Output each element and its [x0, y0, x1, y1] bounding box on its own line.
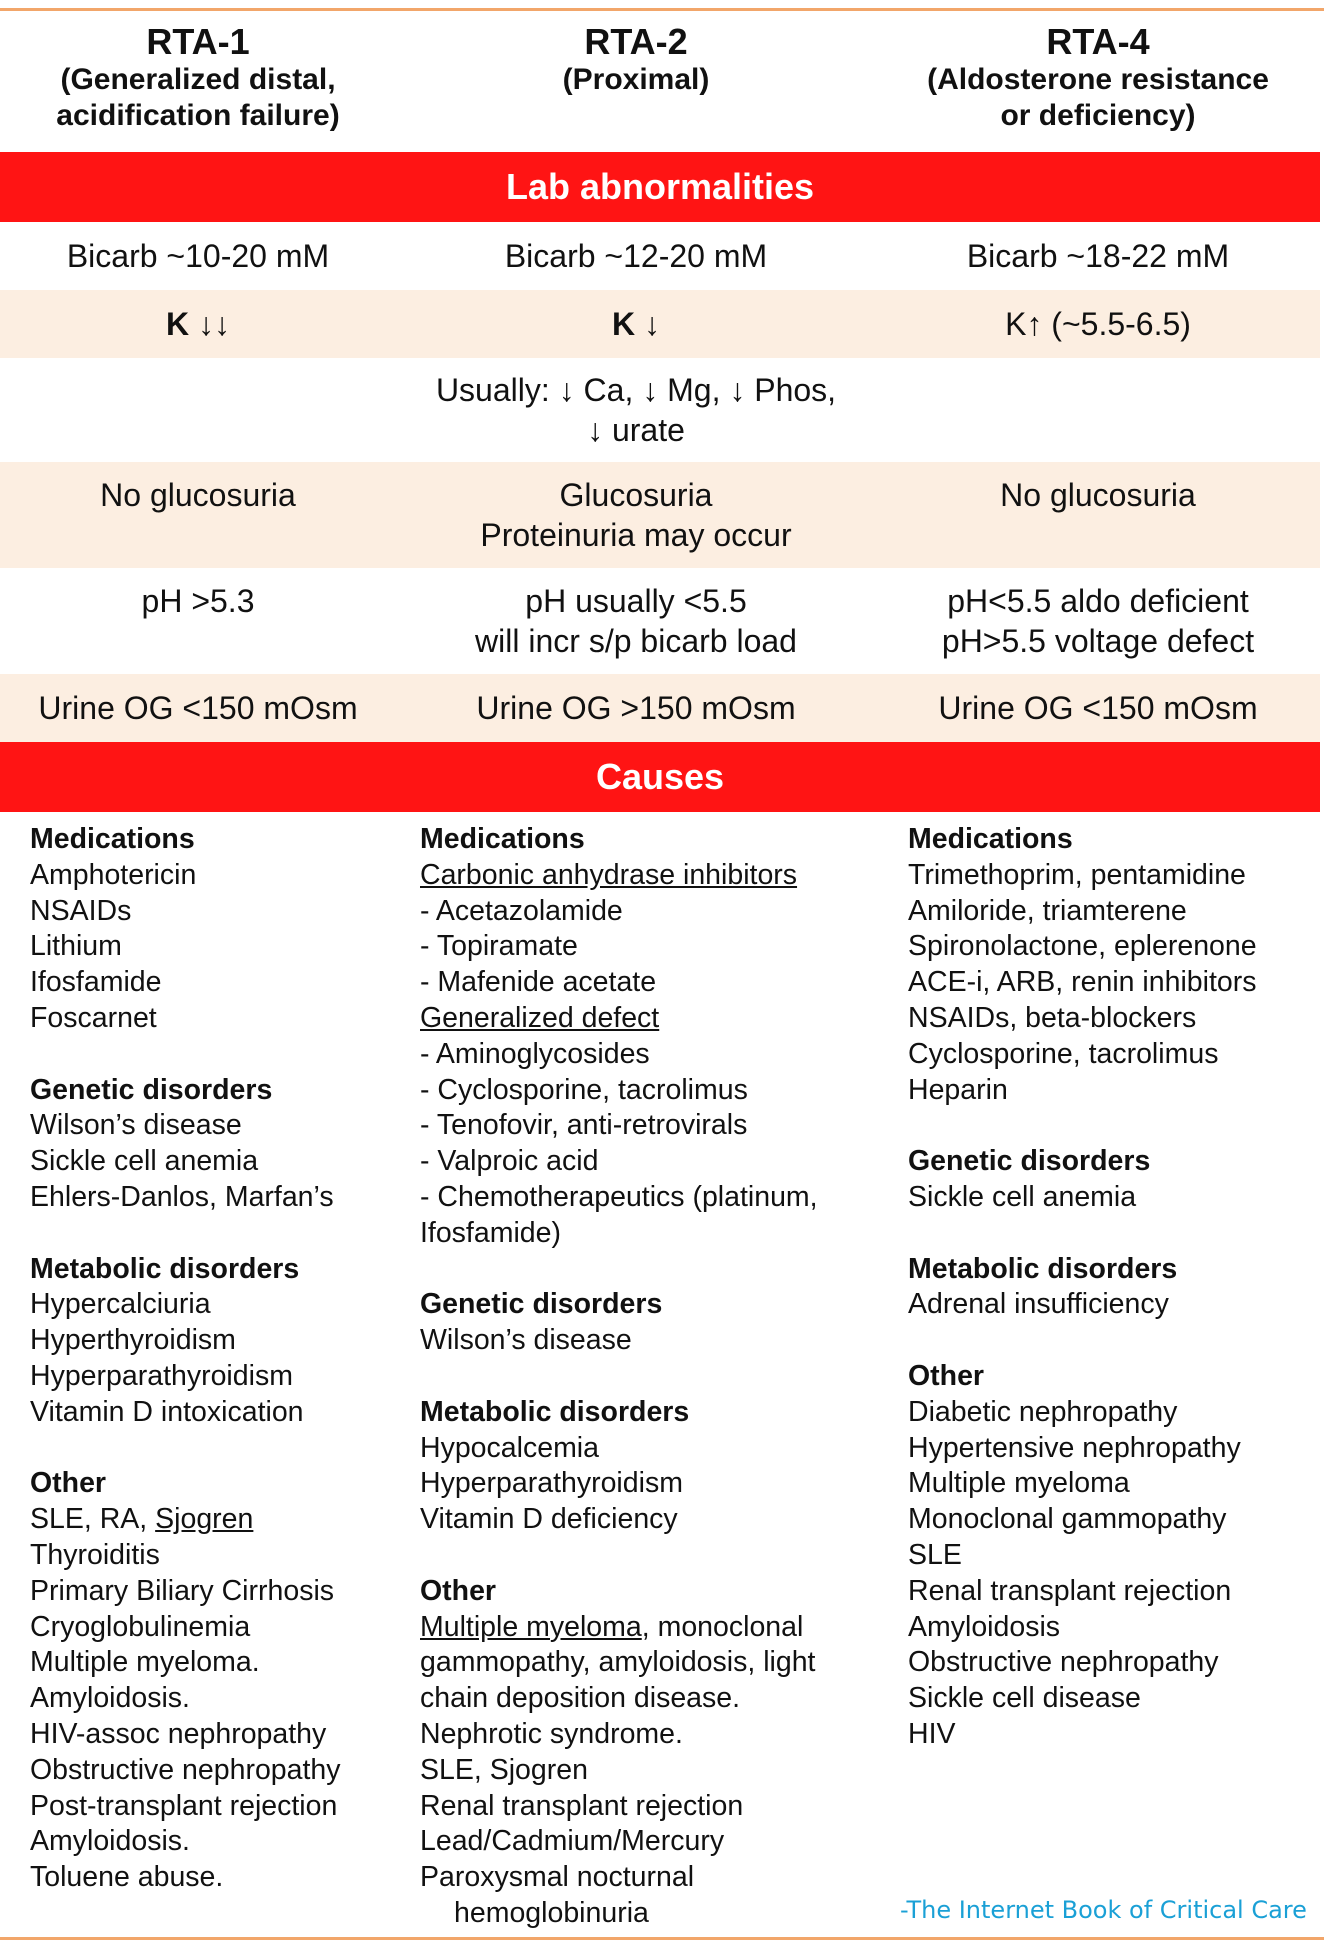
cause-item: Thyroiditis [30, 1538, 160, 1571]
header-subtitle: acidification failure) [56, 99, 340, 132]
cause-item: Amphotericin [30, 858, 197, 891]
cause-item: Lead/Cadmium/Mercury [420, 1825, 725, 1858]
lab-text: Urine OG >150 mOsm [476, 690, 796, 726]
lab-text: pH usually <5.5 [525, 583, 747, 619]
lab-cell [0, 358, 396, 462]
cause-item: hemoglobinuria [454, 1896, 649, 1929]
lab-text: K ↓ [612, 306, 660, 342]
cause-heading: Medications [420, 823, 585, 855]
lab-cell [876, 358, 1320, 462]
cause-item: Ehlers-Danlos, Marfan’s [30, 1180, 334, 1213]
bottom-rule [0, 1937, 1324, 1940]
cause-item: Post-transplant rejection [30, 1789, 338, 1822]
lab-row-urine-osmolal-gap [0, 674, 1320, 742]
cause-heading: Other [30, 1467, 107, 1500]
cause-item: - Topiramate [420, 930, 578, 963]
cause-item: ACE-i, ARB, renin inhibitors [908, 966, 1257, 999]
top-rule [0, 8, 1324, 11]
header-rta4 [876, 22, 1320, 140]
lab-row-electrolytes [0, 358, 1320, 462]
cause-text: , monoclonal [641, 1610, 804, 1643]
header-title: RTA-2 [584, 21, 688, 62]
cause-item: Trimethoprim, pentamidine [908, 858, 1246, 891]
cause-spacer [908, 1323, 1257, 1359]
lab-cell [396, 674, 876, 742]
cause-spacer [30, 1037, 341, 1073]
cause-heading: Medications [30, 823, 195, 855]
cause-item: Spironolactone, eplerenone [908, 930, 1257, 963]
header-title: RTA-4 [1046, 21, 1150, 62]
header-subtitle: (Proximal) [562, 63, 710, 96]
cause-item: - Aminoglycosides [420, 1037, 650, 1070]
cause-item: HIV [908, 1717, 956, 1750]
lab-text: Urine OG <150 mOsm [38, 690, 358, 726]
lab-text: ↓ urate [587, 412, 685, 448]
cause-item: Heparin [908, 1073, 1008, 1106]
lab-row-potassium [0, 290, 1320, 358]
header-subtitle: or deficiency) [1000, 99, 1196, 132]
lab-row-bicarb [0, 222, 1320, 290]
causes-rta4 [908, 822, 1257, 1753]
cause-heading: Genetic disorders [30, 1073, 273, 1106]
cause-heading: Medications [908, 823, 1073, 855]
cause-item: Multiple myeloma [908, 1467, 1130, 1500]
cause-item: gammopathy, amyloidosis, light [420, 1646, 816, 1679]
lab-cell [396, 462, 876, 568]
cause-item: Vitamin D intoxication [30, 1395, 304, 1428]
lab-cell [876, 568, 1320, 674]
cause-item: Cyclosporine, tacrolimus [908, 1037, 1219, 1070]
lab-text: pH >5.3 [141, 583, 255, 619]
lab-cell [396, 222, 876, 290]
cause-item: Lithium [30, 930, 122, 963]
lab-row-glucosuria [0, 462, 1320, 568]
cause-spacer [30, 1216, 341, 1252]
cause-item: Hyperthyroidism [30, 1324, 236, 1357]
cause-heading: Metabolic disorders [420, 1395, 690, 1428]
cause-item: Sickle cell anemia [30, 1145, 259, 1178]
cause-subheading: Carbonic anhydrase inhibitors [420, 858, 798, 891]
cause-item: Hyperparathyroidism [420, 1467, 683, 1500]
lab-cell [396, 358, 876, 462]
cause-item: - Mafenide acetate [420, 966, 657, 999]
cause-item: - Acetazolamide [420, 894, 623, 927]
lab-text: K ↓↓ [166, 306, 230, 342]
lab-text: Bicarb ~18-22 mM [966, 238, 1230, 274]
lab-text: No glucosuria [100, 477, 296, 513]
cause-heading: Other [908, 1359, 985, 1392]
lab-cell [396, 290, 876, 358]
cause-item: Adrenal insufficiency [908, 1288, 1169, 1321]
cause-item: Paroxysmal nocturnal [420, 1861, 695, 1894]
header-title: RTA-1 [146, 21, 250, 62]
source-credit: -The Internet Book of Critical Care [900, 1896, 1307, 1924]
cause-spacer [420, 1359, 818, 1395]
cause-item: - Chemotherapeutics (platinum, [420, 1180, 818, 1213]
cause-spacer [908, 1216, 1257, 1252]
causes-banner: Causes [0, 742, 1320, 812]
cause-heading: Metabolic disorders [908, 1252, 1178, 1285]
cause-item: Amyloidosis. [30, 1682, 190, 1715]
lab-cell [0, 222, 396, 290]
cause-item: SLE [908, 1538, 962, 1571]
cause-spacer [420, 1252, 818, 1288]
cause-subheading: Generalized defect [420, 1001, 660, 1034]
cause-item: Sickle cell disease [908, 1682, 1141, 1715]
header-subtitle: (Aldosterone resistance [927, 63, 1269, 96]
cause-item: Hyperparathyroidism [30, 1359, 293, 1392]
cause-heading: Other [420, 1574, 497, 1607]
lab-text: K↑ (~5.5-6.5) [1005, 306, 1191, 342]
cause-heading: Genetic disorders [908, 1145, 1151, 1178]
cause-text: SLE, RA, [30, 1503, 156, 1536]
lab-row-ph [0, 568, 1320, 674]
cause-item: Hypertensive nephropathy [908, 1431, 1241, 1464]
cause-heading: Genetic disorders [420, 1288, 663, 1321]
lab-text: pH<5.5 aldo deficient [947, 583, 1249, 619]
lab-cell [876, 222, 1320, 290]
cause-item: Amyloidosis [908, 1610, 1061, 1643]
cause-item: Ifosfamide) [420, 1216, 561, 1249]
cause-item: Cryoglobulinemia [30, 1610, 251, 1643]
lab-text: Urine OG <150 mOsm [938, 690, 1258, 726]
cause-item: chain deposition disease. [420, 1682, 741, 1715]
lab-cell [876, 462, 1320, 568]
cause-item: Obstructive nephropathy [30, 1753, 341, 1786]
cause-item: - Valproic acid [420, 1145, 599, 1178]
lab-text: will incr s/p bicarb load [475, 623, 797, 659]
lab-cell [0, 568, 396, 674]
cause-item: NSAIDs, beta-blockers [908, 1001, 1197, 1034]
cause-item: SLE, Sjogren [420, 1753, 588, 1786]
cause-item: Obstructive nephropathy [908, 1646, 1219, 1679]
cause-spacer [30, 1431, 341, 1467]
lab-text: Proteinuria may occur [480, 517, 792, 553]
cause-item: Multiple myeloma. [30, 1646, 260, 1679]
cause-item: Diabetic nephropathy [908, 1395, 1178, 1428]
cause-item: - Cyclosporine, tacrolimus [420, 1073, 748, 1106]
header-rta2 [396, 22, 876, 140]
lab-cell [0, 674, 396, 742]
causes-rta2 [420, 822, 818, 1932]
lab-text: Usually: ↓ Ca, ↓ Mg, ↓ Phos, [435, 372, 837, 408]
lab-cell [876, 290, 1320, 358]
lab-text: Bicarb ~12-20 mM [504, 238, 768, 274]
causes-rta1 [30, 822, 341, 1896]
header-rta1 [0, 22, 396, 140]
lab-text: Glucosuria [559, 477, 713, 513]
cause-item: Toluene abuse. [30, 1861, 224, 1894]
cause-item: NSAIDs [30, 894, 132, 927]
lab-text: No glucosuria [1000, 477, 1196, 513]
lab-text: Bicarb ~10-20 mM [66, 238, 330, 274]
cause-heading: Metabolic disorders [30, 1252, 300, 1285]
cause-item: Primary Biliary Cirrhosis [30, 1574, 335, 1607]
cause-item: Renal transplant rejection [420, 1789, 744, 1822]
lab-cell [0, 290, 396, 358]
cause-spacer [908, 1108, 1257, 1144]
cause-spacer [420, 1538, 818, 1574]
cause-item: Vitamin D deficiency [420, 1503, 678, 1536]
cause-item: Monoclonal gammopathy [908, 1503, 1227, 1536]
lab-text: pH>5.5 voltage defect [941, 623, 1255, 659]
cause-text-underlined: Multiple myeloma [420, 1610, 642, 1643]
cause-item: Amyloidosis. [30, 1825, 190, 1858]
lab-cell [876, 674, 1320, 742]
cause-item: - Tenofovir, anti-retrovirals [420, 1109, 748, 1142]
cause-item [420, 1610, 818, 1646]
column-headers [0, 22, 1324, 140]
cause-item: Nephrotic syndrome. [420, 1717, 683, 1750]
cause-item: Wilson’s disease [30, 1109, 242, 1142]
cause-item: Foscarnet [30, 1001, 157, 1034]
cause-item: Hypercalciuria [30, 1288, 211, 1321]
cause-text-underlined: Sjogren [155, 1503, 254, 1536]
cause-item [30, 1502, 341, 1538]
header-subtitle: (Generalized distal, [60, 63, 336, 96]
lab-cell [0, 462, 396, 568]
cause-item: Sickle cell anemia [908, 1180, 1137, 1213]
cause-item: HIV-assoc nephropathy [30, 1717, 327, 1750]
cause-item: Hypocalcemia [420, 1431, 599, 1464]
cause-item: Ifosfamide [30, 966, 162, 999]
cause-item: Renal transplant rejection [908, 1574, 1232, 1607]
cause-item: Wilson’s disease [420, 1324, 632, 1357]
lab-cell [396, 568, 876, 674]
lab-abnormalities-banner: Lab abnormalities [0, 152, 1320, 222]
cause-item: Amiloride, triamterene [908, 894, 1187, 927]
